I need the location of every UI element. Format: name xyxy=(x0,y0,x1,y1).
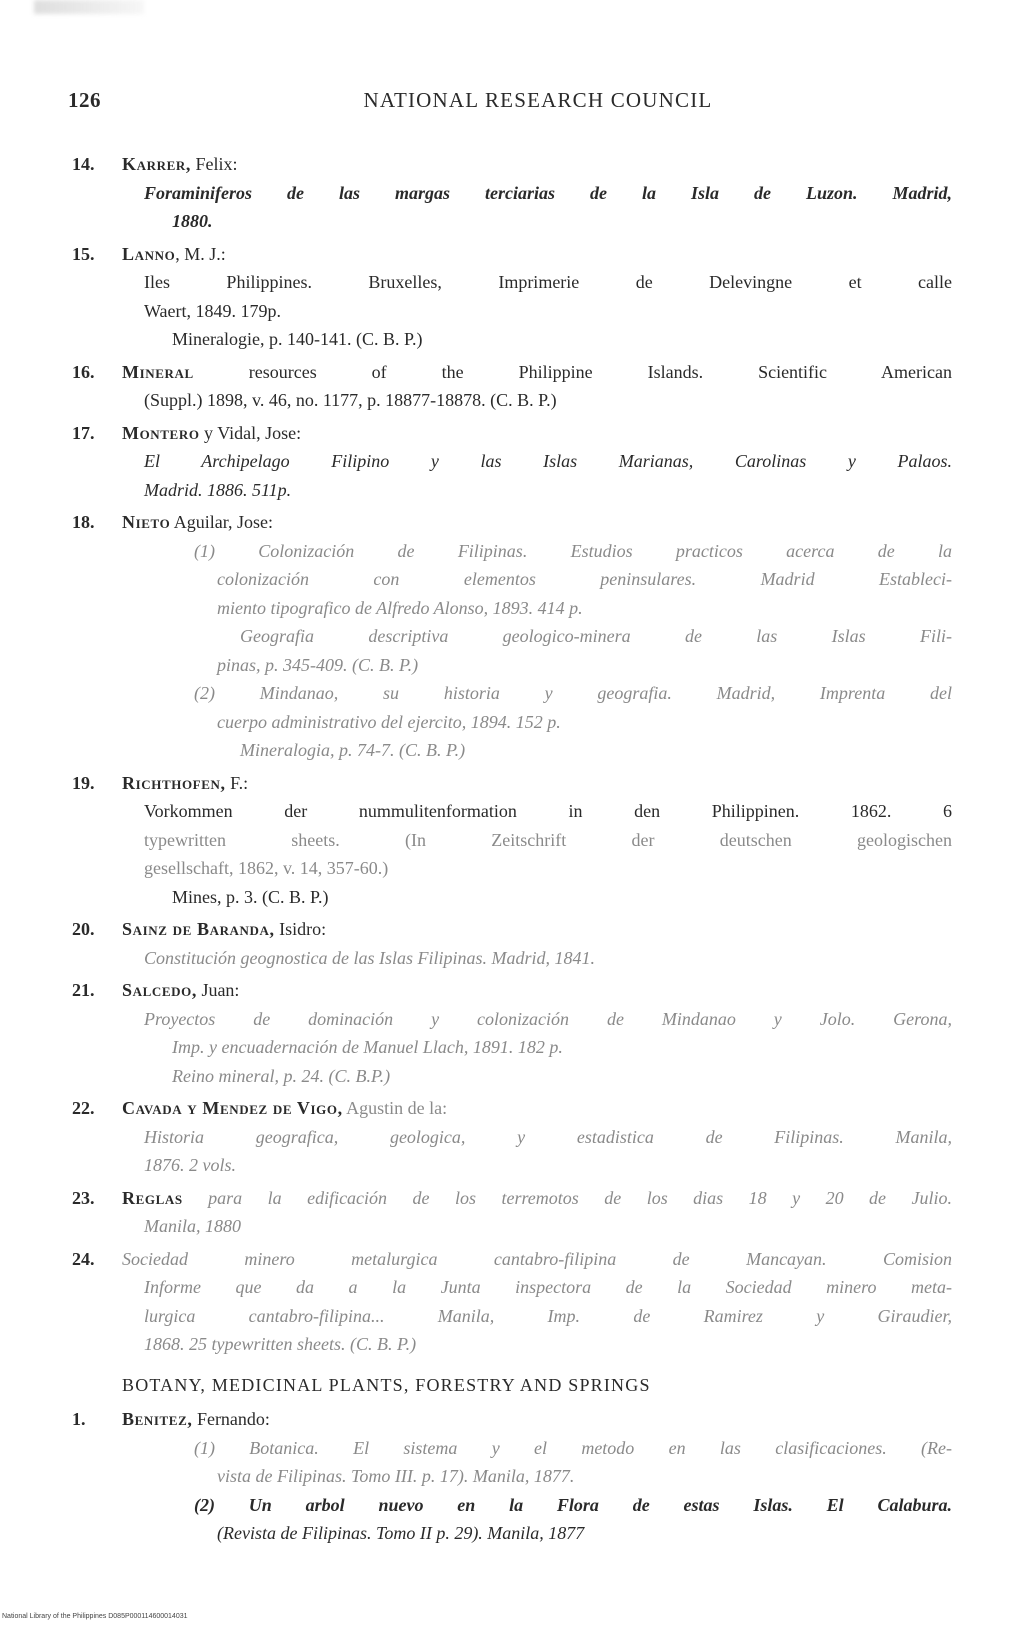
entry-line: Reino mineral, p. 24. (C. B.P.) xyxy=(172,1065,391,1086)
entry-16 xyxy=(72,358,952,415)
entry-20 xyxy=(72,915,952,972)
entry-line: gesellschaft, 1862, v. 14, 357-60.) xyxy=(144,858,389,878)
entry-author: Cavada y Mendez de Vigo, xyxy=(122,1098,343,1118)
entry-author: Karrer, xyxy=(122,154,191,174)
entry-name: Fernando: xyxy=(192,1409,270,1429)
entry-author: Lanno xyxy=(122,243,176,264)
entry-line: (Revista de Filipinas. Tomo II p. 29). Manila, 1877 xyxy=(217,1523,585,1543)
entry-author: Mineral xyxy=(122,361,194,382)
bibliography xyxy=(72,150,952,1552)
entry-15 xyxy=(72,240,952,354)
entry-number: 23. xyxy=(72,1187,95,1208)
entry-line: Madrid. 1886. 511p. xyxy=(144,479,292,500)
entry-line: El Archipelago Filipino y las Islas Marianas, Carolinas y Palaos. xyxy=(144,451,952,471)
entry-number: 19. xyxy=(72,772,95,793)
entry-line: vista de Filipinas. Tomo III. p. 17). Manila, 1877. xyxy=(217,1466,575,1486)
entry-name: F.: xyxy=(225,772,249,793)
entry-number: 1. xyxy=(72,1409,86,1429)
entry-17 xyxy=(72,419,952,505)
entry-number: 14. xyxy=(72,154,95,174)
entry-number: 24. xyxy=(72,1248,95,1269)
entry-14 xyxy=(72,150,952,236)
entry-line: Vorkommen der nummulitenformation in den Philippinen. 1862. 6 xyxy=(144,801,952,821)
entry-line: 1868. 25 typewritten sheets. (C. B. P.) xyxy=(144,1334,417,1354)
scan-artifact xyxy=(34,0,144,14)
entry-number: 15. xyxy=(72,243,95,264)
entry-name: Juan: xyxy=(196,980,240,1000)
entry-line: Constitución geognostica de las Islas Filipinas. Madrid, 1841. xyxy=(144,947,595,968)
entry-name: Felix: xyxy=(190,154,238,174)
page-header xyxy=(68,88,948,118)
entry-line: lurgica cantabro-filipina... Manila, Imp. de Ramirez y Giraudier, xyxy=(144,1305,952,1326)
entry-18 xyxy=(72,508,952,765)
entry-line: Mines, p. 3. (C. B. P.) xyxy=(172,886,329,907)
archive-footer: National Library of the Philippines D085P000114600014031 xyxy=(2,1613,188,1620)
entry-line: Mineralogia, p. 74-7. (C. B. P.) xyxy=(240,740,466,760)
entry-line: miento tipografico de Alfredo Alonso, 1893. 414 p. xyxy=(217,597,583,618)
entry-line: 1880. xyxy=(172,211,213,231)
entry-name: y Vidal, Jose: xyxy=(199,422,302,443)
entry-line: Iles Philippines. Bruxelles, Imprimerie de Delevingne et calle xyxy=(144,272,952,292)
entry-line: Historia geografica, geologica, y estadistica de Filipinas. Manila, xyxy=(144,1126,952,1147)
entry-name: , M. J.: xyxy=(175,243,226,264)
entry-line: Proyectos de dominación y colonización de Mindanao y Jolo. Gerona, xyxy=(144,1008,952,1029)
entry-number: 16. xyxy=(72,361,95,382)
entry-line: Mineralogie, p. 140-141. (C. B. P.) xyxy=(172,329,423,349)
entry-line: Informe que da a la Junta inspectora de la Sociedad minero meta- xyxy=(144,1277,952,1297)
entry-24 xyxy=(72,1245,952,1359)
entry-number: 21. xyxy=(72,980,95,1000)
entry-23 xyxy=(72,1184,952,1241)
entry-line: 1876. 2 vols. xyxy=(144,1155,236,1175)
entry-name: Isidro: xyxy=(274,919,327,939)
entry-line: Geografia descriptiva geologico-minera de las Islas Fili- xyxy=(240,626,952,646)
entry-line: (1) Botanica. El sistema y el metodo en las clasificaciones. (Re- xyxy=(194,1437,952,1458)
entry-line: Imp. y encuadernación de Manuel Llach, 1891. 182 p. xyxy=(172,1037,563,1057)
page-number: 126 xyxy=(68,88,101,112)
entry-line: Foraminiferos de las margas terciarias de la Isla de Luzon. Madrid, xyxy=(144,182,952,203)
entry-author: Salcedo, xyxy=(122,980,197,1000)
entry-number: 20. xyxy=(72,919,95,939)
entry-line: (Suppl.) 1898, v. 46, no. 1177, p. 18877-18878. (C. B. P.) xyxy=(144,390,557,410)
entry-name: para la edificación de los terremotos de los dias 18 y 20 de Julio. xyxy=(182,1187,952,1208)
entry-line: pinas, p. 345-409. (C. B. P.) xyxy=(217,654,419,675)
entry-number: 18. xyxy=(72,512,95,532)
entry-name: Sociedad minero metalurgica cantabro-filipina de Mancayan. Comision xyxy=(122,1248,952,1269)
entry-line: (1) Colonización de Filipinas. Estudios practicos acerca de la xyxy=(194,540,952,561)
entry-line: typewritten sheets. (In Zeitschrift der deutschen geologischen xyxy=(144,829,952,850)
entry-number: 17. xyxy=(72,422,95,443)
entry-author: Montero xyxy=(122,422,200,443)
entry-line: Waert, 1849. 179p. xyxy=(144,300,282,321)
entry-line: cuerpo administrativo del ejercito, 1894. 152 p. xyxy=(217,711,561,732)
entry-line: (2) Un arbol nuevo en la Flora de estas Islas. El Calabura. xyxy=(194,1494,952,1515)
entry-number: 22. xyxy=(72,1098,95,1118)
entry-21 xyxy=(72,976,952,1090)
entry-author: Richthofen, xyxy=(122,772,226,793)
entry-author: Benitez, xyxy=(122,1409,193,1429)
entry-name: resources of the Philippine Islands. Scientific American xyxy=(193,361,952,382)
entry-line: Manila, 1880 xyxy=(144,1216,241,1236)
entry-line: (2) Mindanao, su historia y geografia. Madrid, Imprenta del xyxy=(194,683,952,703)
entry-name: Agustin de la: xyxy=(342,1098,448,1118)
entry-19 xyxy=(72,769,952,912)
entry-22 xyxy=(72,1094,952,1180)
entry-line: colonización con elementos peninsulares. Madrid Estableci- xyxy=(217,569,952,589)
botany-entry-1 xyxy=(72,1405,952,1548)
entry-author: Nieto xyxy=(122,512,171,532)
running-head: NATIONAL RESEARCH COUNCIL xyxy=(363,88,713,112)
entry-author: Reglas xyxy=(122,1187,183,1208)
entry-author: Sainz de Baranda, xyxy=(122,919,275,939)
entry-name: Aguilar, Jose: xyxy=(170,512,274,532)
section-title: BOTANY, MEDICINAL PLANTS, FORESTRY AND SPRINGS xyxy=(122,1374,651,1395)
